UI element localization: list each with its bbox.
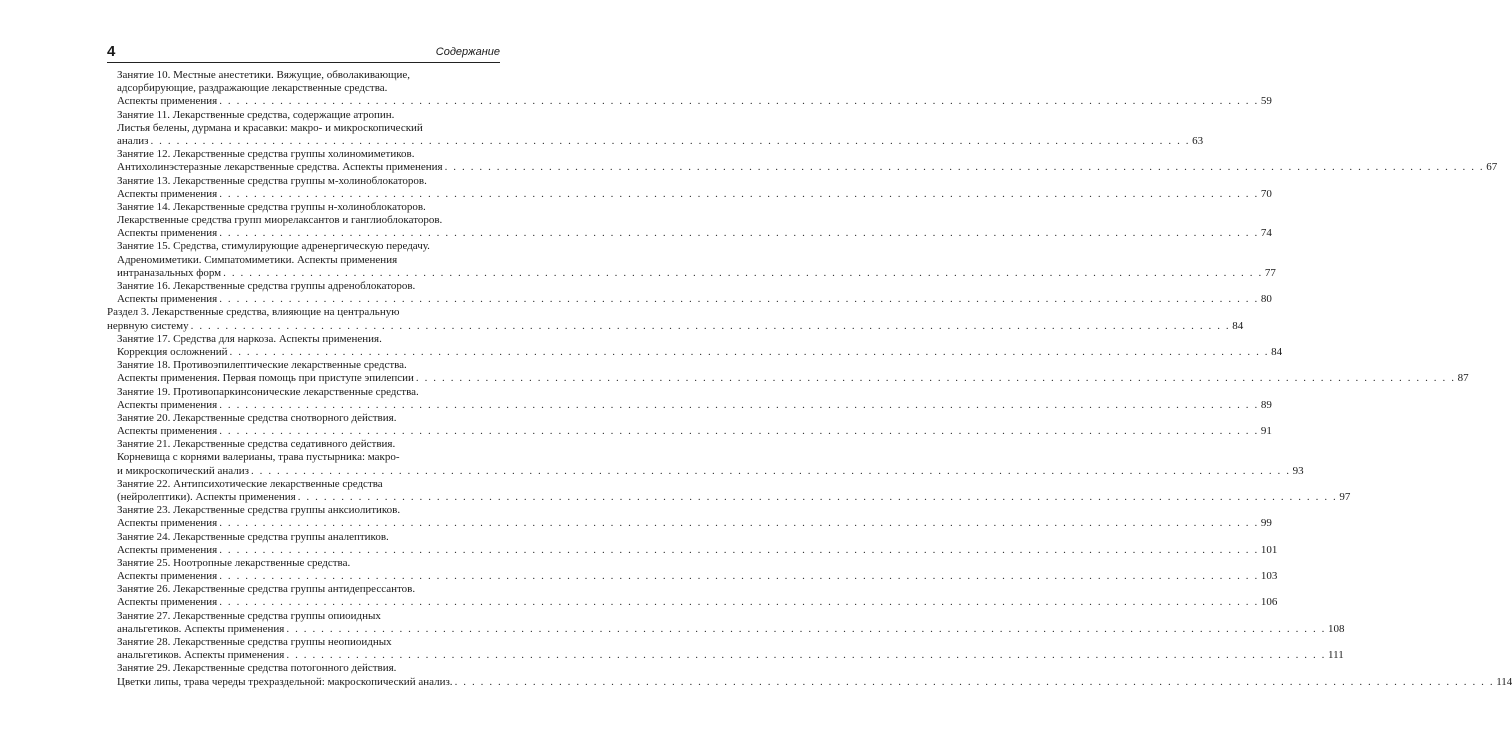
toc-page-number: 108: [1328, 622, 1345, 635]
toc-entry-text: интраназальных форм: [117, 266, 222, 279]
toc-page-number: 74: [1260, 227, 1272, 240]
dot-leader: . . . . . . . . . . . . . . . . . . . . . . . . . . . . . . . . . . . . . . . . . . . . . . . . . . . . . . . . . . . . . . . . . . . . . . . . . . . . . . . . . . . . . . . . . . . . . . . . . . . . . . . . . . . . . . . . . . . . . . . .: [415, 372, 1456, 385]
toc-entry-line: Занятие 17. Средства для наркоза. Аспекты применения.: [117, 332, 382, 345]
dot-leader: . . . . . . . . . . . . . . . . . . . . . . . . . . . . . . . . . . . . . . . . . . . . . . . . . . . . . . . . . . . . . . . . . . . . . . . . . . . . . . . . . . . . . . . . . . . . . . . . . . . . . . . . . . . . . . . . . . . . . . . .: [219, 543, 1259, 556]
toc-entry-last-line: [107, 345, 1283, 359]
toc-entry-line: Занятие 18. Противоэпилептические лекарственные средства.: [117, 359, 407, 372]
dot-leader: . . . . . . . . . . . . . . . . . . . . . . . . . . . . . . . . . . . . . . . . . . . . . . . . . . . . . . . . . . . . . . . . . . . . . . . . . . . . . . . . . . . . . . . . . . . . . . . . . . . . . . . . . . . . . . . . . . . . . . . .: [150, 134, 1191, 147]
dot-leader: . . . . . . . . . . . . . . . . . . . . . . . . . . . . . . . . . . . . . . . . . . . . . . . . . . . . . . . . . . . . . . . . . . . . . . . . . . . . . . . . . . . . . . . . . . . . . . . . . . . . . . . . . . . . . . . . . . . . . . . .: [219, 187, 1259, 200]
toc-page-number: 67: [1486, 161, 1498, 174]
toc-entry-text: (нейролептики). Аспекты применения: [117, 490, 296, 503]
toc-page-number: 114: [1496, 675, 1512, 688]
header-rule: [107, 62, 500, 63]
toc-page-number: 87: [1457, 372, 1469, 385]
toc-page-number: 59: [1260, 95, 1272, 108]
dot-leader: . . . . . . . . . . . . . . . . . . . . . . . . . . . . . . . . . . . . . . . . . . . . . . . . . . . . . . . . . . . . . . . . . . . . . . . . . . . . . . . . . . . . . . . . . . . . . . . . . . . . . . . . . . . . . . . . . . . . . . . .: [454, 675, 1495, 688]
toc-entry-text: Коррекция осложнений: [117, 345, 228, 358]
toc-entry: [107, 504, 1272, 530]
toc-page-number: 93: [1292, 464, 1304, 477]
toc-entry-line: Адреномиметики. Симпатомиметики. Аспекты применения: [117, 253, 398, 266]
toc-entry-text: анальгетиков. Аспекты применения: [117, 649, 285, 662]
toc-entry-last-line: [107, 319, 1244, 333]
toc-page-number: 103: [1260, 570, 1278, 583]
toc-entry-text: Антихолинэстеразные лекарственные средства. Аспекты применения: [117, 161, 443, 174]
toc-entry: [107, 411, 1272, 438]
toc-entry-text: Аспекты применения: [117, 187, 218, 200]
toc-entry-last-line: [107, 95, 1272, 108]
toc-entry: [107, 583, 1278, 609]
toc-entry-line: Занятие 26. Лекарственные средства группы антидепрессантов.: [117, 583, 416, 596]
toc-entry-line: Занятие 11. Лекарственные средства, содержащие атропин.: [117, 108, 395, 121]
toc-page-number: 80: [1260, 293, 1272, 306]
toc-entry: [107, 477, 1351, 504]
toc-entry: [107, 174, 1272, 201]
toc-entry-last-line: [107, 227, 1272, 240]
toc-entry-text: Цветки липы, трава череды трехраздельной: макроскопический анализ.: [117, 675, 453, 688]
toc-entry-last-line: [107, 372, 1469, 385]
toc-entry-line: Занятие 25. Ноотропные лекарственные средства.: [117, 556, 351, 569]
toc-entry-text: Аспекты применения: [117, 543, 218, 556]
toc-entry-line: Занятие 19. Противопаркинсонические лекарственные средства.: [117, 385, 419, 398]
dot-leader: . . . . . . . . . . . . . . . . . . . . . . . . . . . . . . . . . . . . . . . . . . . . . . . . . . . . . . . . . . . . . . . . . . . . . . . . . . . . . . . . . . . . . . . . . . . . . . . . . . . . . . . . . . . . . . . . . . . . . . . .: [219, 425, 1259, 438]
toc-page-number: 77: [1264, 266, 1276, 279]
toc-entry-last-line: [107, 517, 1272, 530]
toc-entry-text: Аспекты применения: [117, 425, 218, 438]
toc-entry: [107, 609, 1345, 636]
toc-entry-last-line: [107, 649, 1344, 662]
toc-page-number: 106: [1260, 596, 1278, 609]
toc-page-number: 111: [1328, 649, 1344, 662]
toc-entry-line: Занятие 10. Местные анестетики. Вяжущие, обволакивающие,: [117, 69, 411, 81]
toc-entry-last-line: [107, 622, 1345, 636]
toc-page-number: 101: [1260, 543, 1278, 556]
toc-page-number: 97: [1339, 490, 1351, 503]
page-header: [107, 44, 500, 62]
toc-entry-last-line: [107, 187, 1272, 201]
toc-entry-line: Занятие 12. Лекарственные средства группы холиномиметиков.: [117, 148, 415, 161]
toc-entry: [107, 69, 1272, 109]
toc-page-number: 91: [1260, 425, 1272, 438]
toc-entry: [107, 556, 1278, 583]
toc-entry-text: Аспекты применения. Первая помощь при приступе эпилепсии: [117, 372, 414, 385]
toc-entry: [107, 108, 1204, 149]
dot-leader: . . . . . . . . . . . . . . . . . . . . . . . . . . . . . . . . . . . . . . . . . . . . . . . . . . . . . . . . . . . . . . . . . . . . . . . . . . . . . . . . . . . . . . . . . . . . . . . . . . . . . . . . . . . . . . . . . . . . . . . .: [190, 319, 1231, 332]
dot-leader: . . . . . . . . . . . . . . . . . . . . . . . . . . . . . . . . . . . . . . . . . . . . . . . . . . . . . . . . . . . . . . . . . . . . . . . . . . . . . . . . . . . . . . . . . . . . . . . . . . . . . . . . . . . . . . . . . . . . . . . .: [219, 596, 1259, 609]
toc-entry: [107, 438, 1304, 478]
toc-entry-text: нервную систему: [107, 319, 189, 332]
dot-leader: . . . . . . . . . . . . . . . . . . . . . . . . . . . . . . . . . . . . . . . . . . . . . . . . . . . . . . . . . . . . . . . . . . . . . . . . . . . . . . . . . . . . . . . . . . . . . . . . . . . . . . . . . . . . . . . . . . . . . . . .: [250, 464, 1291, 477]
toc-entry-line: Раздел 3. Лекарственные средства, влияющие на центральную: [107, 306, 400, 319]
toc-entry: [107, 306, 1244, 332]
toc-entry-line: Занятие 23. Лекарственные средства группы анксиолитиков.: [117, 504, 401, 517]
toc-entry-last-line: [107, 570, 1278, 583]
toc-entry-last-line: [107, 543, 1278, 557]
toc-entry: [107, 240, 1276, 280]
toc-entry-line: Занятие 22. Антипсихотические лекарственные средства: [117, 477, 383, 490]
dot-leader: . . . . . . . . . . . . . . . . . . . . . . . . . . . . . . . . . . . . . . . . . . . . . . . . . . . . . . . . . . . . . . . . . . . . . . . . . . . . . . . . . . . . . . . . . . . . . . . . . . . . . . . . . . . . . . . . . . . . . . . .: [219, 570, 1259, 583]
toc-entry-line: адсорбирующие, раздражающие лекарственные средства.: [117, 82, 388, 95]
dot-leader: . . . . . . . . . . . . . . . . . . . . . . . . . . . . . . . . . . . . . . . . . . . . . . . . . . . . . . . . . . . . . . . . . . . . . . . . . . . . . . . . . . . . . . . . . . . . . . . . . . . . . . . . . . . . . . . . . . . . . . . .: [297, 490, 1338, 503]
toc-entry: [107, 636, 1344, 662]
toc-entry-line: Занятие 13. Лекарственные средства группы м-холиноблокаторов.: [117, 174, 427, 187]
toc-entry-text: Аспекты применения: [117, 293, 218, 306]
toc-entry-text: Аспекты применения: [117, 95, 218, 108]
toc-entry-text: анальгетиков. Аспекты применения: [117, 622, 285, 635]
toc-entry-last-line: [107, 134, 1204, 148]
dot-leader: . . . . . . . . . . . . . . . . . . . . . . . . . . . . . . . . . . . . . . . . . . . . . . . . . . . . . . . . . . . . . . . . . . . . . . . . . . . . . . . . . . . . . . . . . . . . . . . . . . . . . . . . . . . . . . . . . . . . . . . .: [219, 95, 1259, 108]
toc-entry-text: Аспекты применения: [117, 596, 218, 609]
toc-entry-line: Занятие 24. Лекарственные средства группы аналептиков.: [117, 530, 389, 543]
toc-page-number: 99: [1260, 517, 1272, 530]
toc-entry: [107, 530, 1278, 557]
toc-entry-text: Аспекты применения: [117, 398, 218, 411]
toc-entry-last-line: [107, 425, 1272, 438]
toc-entry-line: Занятие 15. Средства, стимулирующие адренергическую передачу.: [117, 240, 430, 253]
toc-entry-line: Лекарственные средства групп миорелаксантов и ганглиоблокаторов.: [117, 214, 443, 227]
dot-leader: . . . . . . . . . . . . . . . . . . . . . . . . . . . . . . . . . . . . . . . . . . . . . . . . . . . . . . . . . . . . . . . . . . . . . . . . . . . . . . . . . . . . . . . . . . . . . . . . . . . . . . . . . . . . . . . . . . . . . . . .: [219, 227, 1259, 240]
toc-entry-line: Занятие 29. Лекарственные средства потогонного действия.: [117, 662, 397, 675]
toc-entry-last-line: [107, 464, 1304, 478]
toc-entry-line: Занятие 21. Лекарственные средства седативного действия.: [117, 438, 396, 451]
toc-entry-line: Занятие 20. Лекарственные средства снотворного действия.: [117, 411, 397, 424]
dot-leader: . . . . . . . . . . . . . . . . . . . . . . . . . . . . . . . . . . . . . . . . . . . . . . . . . . . . . . . . . . . . . . . . . . . . . . . . . . . . . . . . . . . . . . . . . . . . . . . . . . . . . . . . . . . . . . . . . . . . . . . .: [286, 649, 1327, 662]
dot-leader: . . . . . . . . . . . . . . . . . . . . . . . . . . . . . . . . . . . . . . . . . . . . . . . . . . . . . . . . . . . . . . . . . . . . . . . . . . . . . . . . . . . . . . . . . . . . . . . . . . . . . . . . . . . . . . . . . . . . . . . .: [219, 293, 1259, 306]
running-head: Содержание: [435, 46, 500, 58]
toc-entry: [107, 280, 1272, 306]
toc-entry-last-line: [107, 596, 1278, 610]
toc-entry-last-line: [107, 490, 1351, 504]
toc-page-number: 70: [1260, 187, 1272, 200]
dot-leader: . . . . . . . . . . . . . . . . . . . . . . . . . . . . . . . . . . . . . . . . . . . . . . . . . . . . . . . . . . . . . . . . . . . . . . . . . . . . . . . . . . . . . . . . . . . . . . . . . . . . . . . . . . . . . . . . . . . . . . . .: [223, 266, 1263, 279]
toc-entry-text: и микроскопический анализ: [117, 464, 249, 477]
dot-leader: . . . . . . . . . . . . . . . . . . . . . . . . . . . . . . . . . . . . . . . . . . . . . . . . . . . . . . . . . . . . . . . . . . . . . . . . . . . . . . . . . . . . . . . . . . . . . . . . . . . . . . . . . . . . . . . . . . . . . . . .: [286, 622, 1327, 635]
toc-entry-last-line: [107, 675, 1512, 689]
toc-page-number: 84: [1232, 319, 1244, 332]
toc-page-number: 89: [1260, 398, 1272, 411]
table-of-contents: [107, 69, 1512, 689]
dot-leader: . . . . . . . . . . . . . . . . . . . . . . . . . . . . . . . . . . . . . . . . . . . . . . . . . . . . . . . . . . . . . . . . . . . . . . . . . . . . . . . . . . . . . . . . . . . . . . . . . . . . . . . . . . . . . . . . . . . . . . . .: [444, 161, 1485, 174]
toc-entry-line: Занятие 14. Лекарственные средства группы н-холиноблокаторов.: [117, 200, 426, 213]
toc-entry: [107, 200, 1272, 241]
toc-entry-last-line: [107, 293, 1272, 306]
toc-entry-text: Аспекты применения: [117, 570, 218, 583]
toc-entry-line: Занятие 16. Лекарственные средства группы адреноблокаторов.: [117, 280, 416, 292]
toc-page-number: 84: [1271, 345, 1283, 358]
toc-entry-last-line: [107, 161, 1498, 174]
toc-entry: [107, 662, 1512, 688]
dot-leader: . . . . . . . . . . . . . . . . . . . . . . . . . . . . . . . . . . . . . . . . . . . . . . . . . . . . . . . . . . . . . . . . . . . . . . . . . . . . . . . . . . . . . . . . . . . . . . . . . . . . . . . . . . . . . . . . . . . . . . . .: [219, 398, 1259, 411]
toc-entry: [107, 148, 1498, 174]
toc-entry-text: анализ: [117, 134, 149, 147]
toc-entry-last-line: [107, 398, 1272, 412]
toc-entry-line: Занятие 28. Лекарственные средства группы неопиоидных: [117, 636, 392, 649]
toc-entry: [107, 385, 1272, 412]
dot-leader: . . . . . . . . . . . . . . . . . . . . . . . . . . . . . . . . . . . . . . . . . . . . . . . . . . . . . . . . . . . . . . . . . . . . . . . . . . . . . . . . . . . . . . . . . . . . . . . . . . . . . . . . . . . . . . . . . . . . . . . .: [229, 345, 1270, 358]
toc-entry: [107, 359, 1469, 385]
toc-entry-text: Аспекты применения: [117, 227, 218, 240]
toc-page-number: 63: [1192, 134, 1204, 147]
toc-entry-text: Аспекты применения: [117, 517, 218, 530]
dot-leader: . . . . . . . . . . . . . . . . . . . . . . . . . . . . . . . . . . . . . . . . . . . . . . . . . . . . . . . . . . . . . . . . . . . . . . . . . . . . . . . . . . . . . . . . . . . . . . . . . . . . . . . . . . . . . . . . . . . . . . . .: [219, 517, 1259, 530]
toc-entry-line: Листья белены, дурмана и красавки: макро- и микроскопический: [117, 121, 423, 134]
page-number: 4: [107, 43, 116, 60]
toc-entry: [107, 332, 1283, 359]
toc-entry-line: Корневища с корнями валерианы, трава пустырника: макро-: [117, 451, 400, 464]
toc-entry-last-line: [107, 266, 1276, 280]
toc-entry-line: Занятие 27. Лекарственные средства группы опиоидных: [117, 609, 381, 622]
